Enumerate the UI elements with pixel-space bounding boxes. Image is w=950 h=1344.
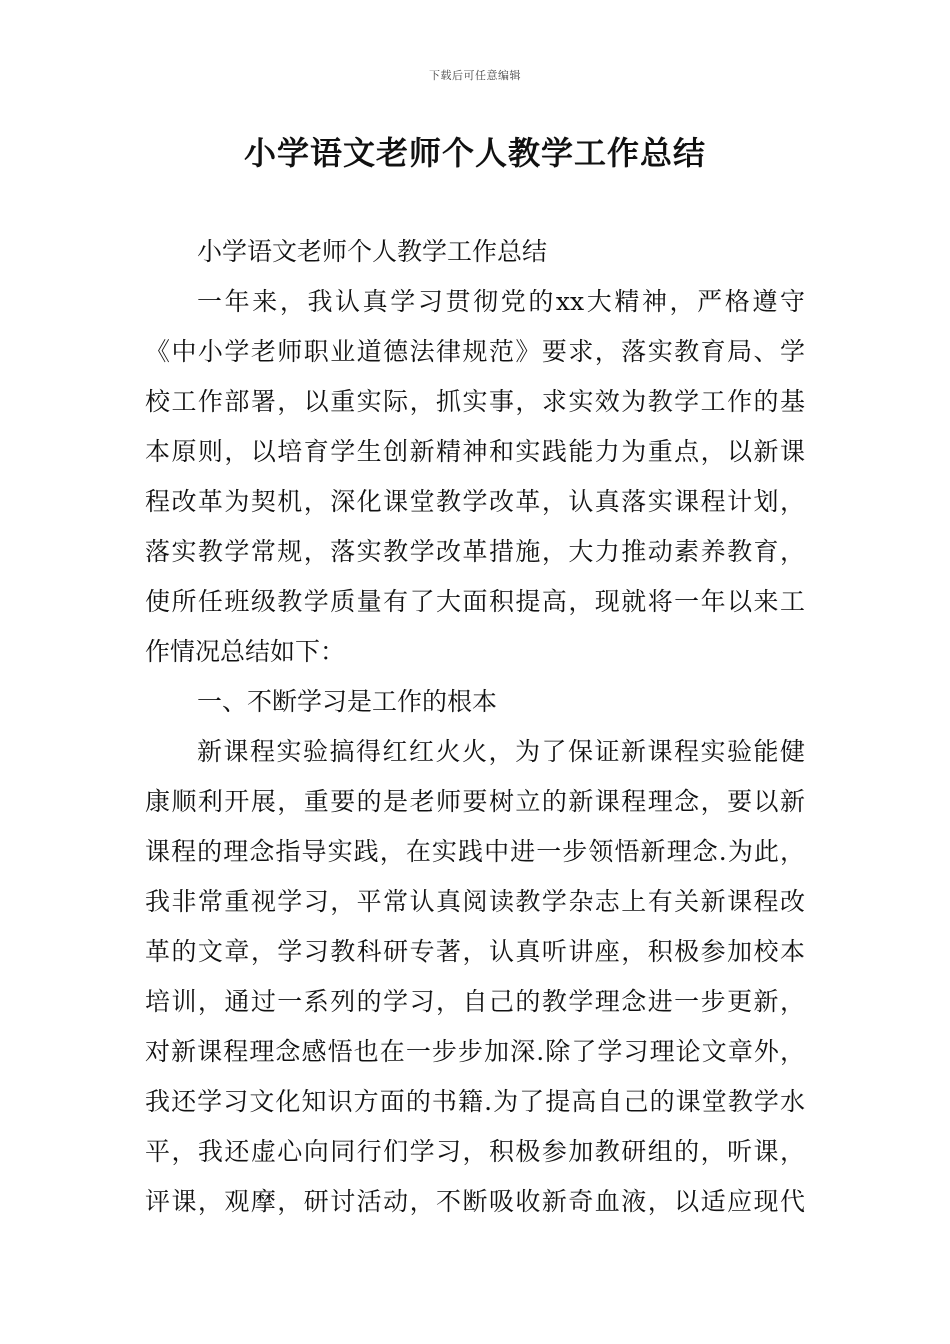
paragraph-line: 课程的理念指导实践，在实践中进一步领悟新理念.为此， bbox=[145, 837, 805, 866]
paragraph-line: 我非常重视学习，平常认真阅读教学杂志上有关新课程改 bbox=[145, 887, 805, 916]
paragraph-line: 对新课程理念感悟也在一步步加深.除了学习理论文章外， bbox=[145, 1037, 805, 1066]
paragraph-line: 平，我还虚心向同行们学习，积极参加教研组的，听课， bbox=[145, 1137, 805, 1166]
paragraph-line: 使所任班级教学质量有了大面积提高，现就将一年以来工 bbox=[145, 587, 805, 616]
paragraph-line: 《中小学老师职业道德法律规范》要求，落实教育局、学 bbox=[145, 337, 805, 366]
document-title: 小学语文老师个人教学工作总结 bbox=[243, 134, 706, 172]
paragraph-line: 一年来，我认真学习贯彻党的xx大精神，严格遵守 bbox=[197, 287, 805, 316]
paragraph-line: 程改革为契机，深化课堂教学改革，认真落实课程计划， bbox=[145, 487, 805, 516]
subtitle-line: 小学语文老师个人教学工作总结 bbox=[197, 237, 548, 266]
paragraph-line: 本原则，以培育学生创新精神和实践能力为重点，以新课 bbox=[145, 437, 805, 466]
paragraph-line: 作情况总结如下： bbox=[145, 637, 346, 666]
paragraph-line: 康顺利开展，重要的是老师要树立的新课程理念，要以新 bbox=[145, 787, 805, 816]
header-note: 下载后可任意编辑 bbox=[429, 69, 521, 82]
paragraph-line: 我还学习文化知识方面的书籍.为了提高自己的课堂教学水 bbox=[145, 1087, 805, 1116]
paragraph-line: 校工作部署，以重实际，抓实事，求实效为教学工作的基 bbox=[145, 387, 805, 416]
paragraph-line: 评课，观摩，研讨活动，不断吸收新奇血液，以适应现代 bbox=[145, 1187, 805, 1216]
paragraph-line: 新课程实验搞得红红火火，为了保证新课程实验能健 bbox=[197, 737, 805, 766]
paragraph-line: 革的文章，学习教科研专著，认真听讲座，积极参加校本 bbox=[145, 937, 805, 966]
section-heading: 一、不断学习是工作的根本 bbox=[197, 687, 498, 716]
document-body bbox=[145, 227, 805, 1227]
paragraph-line: 落实教学常规，落实教学改革措施，大力推动素养教育， bbox=[145, 537, 805, 566]
paragraph-line: 培训，通过一系列的学习，自己的教学理念进一步更新， bbox=[145, 987, 805, 1016]
